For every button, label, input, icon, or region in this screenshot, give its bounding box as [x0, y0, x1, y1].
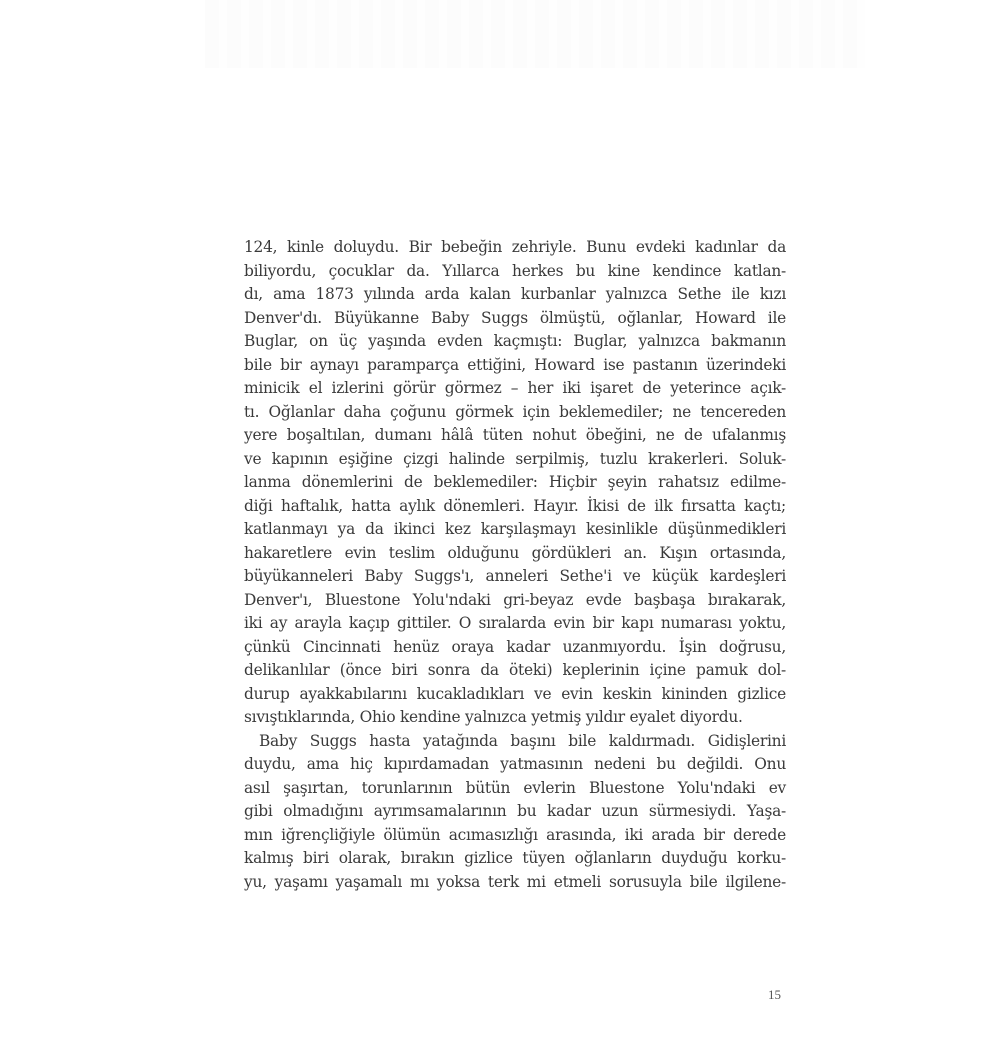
text-line: Denver'dı. Büyükanne Baby Suggs ölmüştü, oğlanlar, Howard ile — [244, 308, 786, 327]
text-line: hakaretlere evin teslim olduğunu gördükleri an. Kışın ortasında, — [244, 543, 786, 562]
text-line: durup ayakkabılarını kucakladıkları ve evin keskin kininden gizlice — [244, 684, 786, 703]
text-line: duydu, ama hiç kıpırdamadan yatmasının nedeni bu değildi. Onu — [244, 755, 786, 773]
text-line: Buglar, on üç yaşında evden kaçmıştı: Buglar, yalnızca bakmanın — [244, 332, 786, 350]
paragraph-1 — [244, 236, 786, 730]
text-line: biliyordu, çocuklar da. Yıllarca herkes bu kine kendince katlan- — [244, 261, 786, 280]
text-line: delikanlılar (önce biri sonra da öteki) keplerinin içine pamuk dol- — [244, 661, 786, 679]
text-line: yu, yaşamı yaşamalı mı yoksa terk mi etmeli sorusuyla bile ilgilene- — [244, 872, 786, 891]
text-line: mın iğrençliğiyle ölümün acımasızlığı arasında, iki arada bir derede — [244, 825, 786, 844]
show-through-ghost — [205, 0, 865, 68]
text-line: iki ay arayla kaçıp gittiler. O sıralarda evin bir kapı numarası yoktu, — [244, 614, 786, 632]
page-number: 15 — [768, 987, 781, 1002]
book-page-text — [244, 236, 786, 894]
text-line: asıl şaşırtan, torunlarının bütün evlerin Bluestone Yolu'ndaki ev — [244, 778, 786, 797]
text-line: lanma dönemlerini de beklemediler: Hiçbir şeyin rahatsız edilme- — [244, 473, 786, 491]
text-line: yere boşaltılan, dumanı hâlâ tüten nohut öbeğini, ne de ufalanmış — [244, 426, 786, 444]
text-line: kalmış biri olarak, bırakın gizlice tüyen oğlanların duyduğu korku- — [244, 849, 786, 867]
text-line: minicik el izlerini görür görmez – her iki işaret de yeterince açık- — [244, 379, 786, 397]
text-line: büyükanneleri Baby Suggs'ı, anneleri Sethe'i ve küçük kardeşleri — [244, 567, 786, 585]
text-line: sıvıştıklarında, Ohio kendine yalnızca yetmiş yıldır eyalet diyordu. — [244, 708, 743, 726]
text-line: bile bir aynayı paramparça ettiğini, Howard ise pastanın üzerindeki — [244, 355, 786, 374]
text-line: ve kapının eşiğine çizgi halinde serpilmiş, tuzlu krakerleri. Soluk- — [244, 449, 786, 468]
text-line: Denver'ı, Bluestone Yolu'ndaki gri-beyaz evde başbaşa bırakarak, — [244, 590, 786, 609]
text-line: Baby Suggs hasta yatağında başını bile kaldırmadı. Gidişlerini — [259, 731, 786, 750]
paragraph-2 — [244, 730, 786, 895]
text-line: 124, kinle doluydu. Bir bebeğin zehriyle. Bunu evdeki kadınlar da — [244, 238, 786, 256]
text-line: katlanmayı ya da ikinci kez karşılaşmayı kesinlikle düşünmedikleri — [244, 520, 786, 538]
text-line: tı. Oğlanlar daha çoğunu görmek için beklemediler; ne tencereden — [244, 402, 786, 421]
text-line: dı, ama 1873 yılında arda kalan kurbanlar yalnızca Sethe ile kızı — [244, 285, 786, 303]
text-line: diği haftalık, hatta aylık dönemleri. Hayır. İkisi de ilk fırsatta kaçtı; — [244, 496, 786, 515]
text-line: gibi olmadığını ayrımsamalarının bu kadar uzun sürmesiydi. Yaşa- — [244, 802, 786, 820]
text-line: çünkü Cincinnati henüz oraya kadar uzanmıyordu. İşin doğrusu, — [244, 637, 786, 656]
